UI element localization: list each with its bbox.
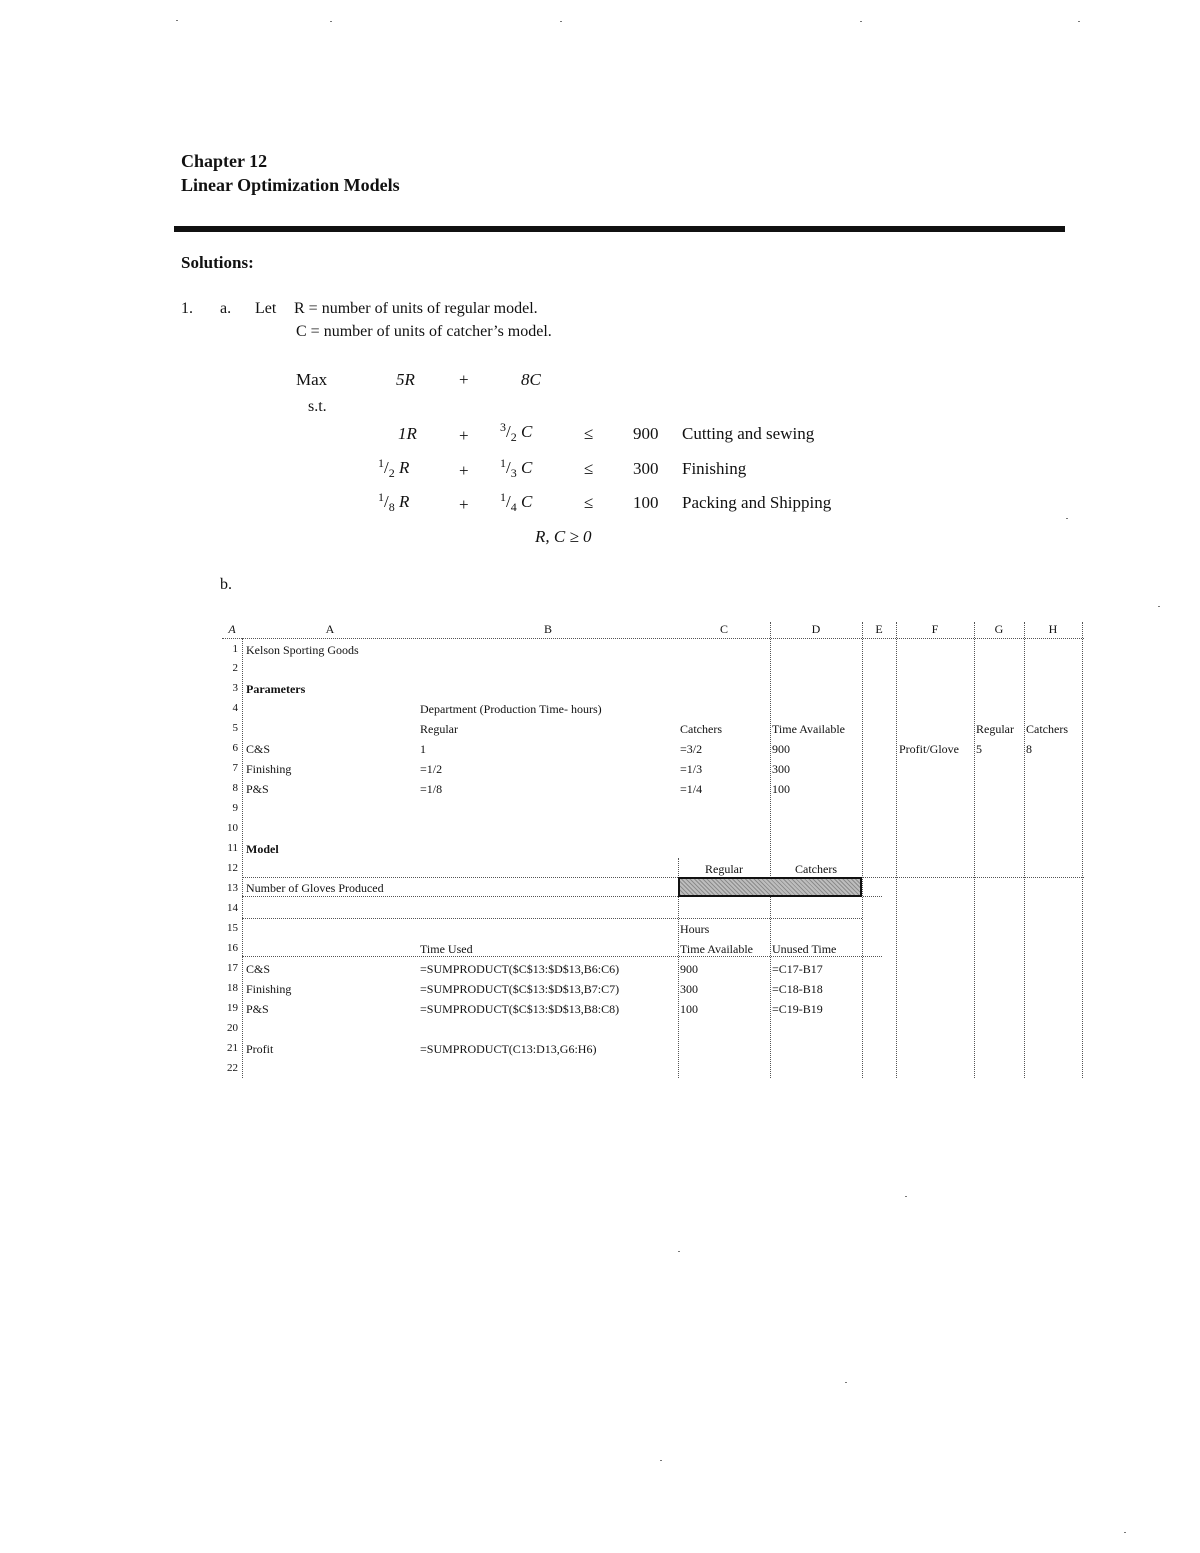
model-catchers-header[interactable]: Catchers bbox=[795, 862, 837, 876]
profit-catchers-header[interactable]: Catchers bbox=[1026, 722, 1068, 736]
constraint-2-operator: ≤ bbox=[584, 459, 594, 478]
part-b-label: b. bbox=[220, 576, 232, 593]
row-number: 14 bbox=[227, 902, 238, 914]
profit-catchers-cell[interactable]: 8 bbox=[1026, 742, 1032, 756]
param-catchers-cell[interactable]: =3/2 bbox=[680, 742, 703, 756]
row-number: 12 bbox=[227, 862, 238, 874]
constraint-3-rhs: 100 bbox=[633, 493, 659, 512]
decision-variable-cells[interactable] bbox=[678, 877, 862, 897]
row-number: 8 bbox=[232, 782, 238, 794]
col-f-divider bbox=[896, 622, 897, 1078]
chapter-title: Linear Optimization Models bbox=[181, 175, 400, 195]
time-used-formula[interactable]: =SUMPRODUCT($C$13:$D$13,B7:C7) bbox=[420, 982, 620, 996]
profit-regular-header[interactable]: Regular bbox=[976, 722, 1014, 736]
unused-time-header[interactable]: Unused Time bbox=[772, 942, 837, 956]
col-header-d: D bbox=[811, 622, 821, 636]
department-header[interactable]: Department (Production Time- hours) bbox=[420, 702, 602, 716]
header-rule-line bbox=[222, 638, 1084, 639]
row-13-top-line bbox=[242, 877, 1084, 878]
max-label: Max bbox=[296, 370, 328, 389]
constraint-3-operator: ≤ bbox=[584, 493, 594, 512]
constraint-1-r-term: 1R bbox=[398, 424, 417, 443]
regular-header[interactable]: Regular bbox=[420, 722, 458, 736]
param-row-label[interactable]: C&S bbox=[246, 742, 271, 756]
row-number: 2 bbox=[232, 662, 238, 674]
row-14-line bbox=[242, 918, 862, 919]
col-header-h: H bbox=[1048, 622, 1058, 636]
row-number: 11 bbox=[227, 842, 238, 854]
param-time-cell[interactable]: 100 bbox=[772, 782, 790, 796]
row-number: 9 bbox=[232, 802, 238, 814]
corner-cell: A bbox=[228, 622, 236, 636]
problem-number: 1. bbox=[181, 300, 193, 317]
constraint-1-plus: + bbox=[459, 426, 469, 445]
row-header-divider bbox=[242, 638, 243, 1078]
constraint-2-r-term: $^1/_2$ R bbox=[378, 456, 410, 480]
row-number: 20 bbox=[227, 1022, 238, 1034]
sheet-title[interactable]: Kelson Sporting Goods bbox=[246, 643, 359, 657]
constraint-2-c-term: $^1/_3$ C bbox=[500, 456, 533, 480]
scan-speck bbox=[860, 21, 862, 22]
constraint-2-rhs: 300 bbox=[633, 459, 659, 478]
chapter-number: Chapter 12 bbox=[181, 151, 268, 171]
profit-formula[interactable]: =SUMPRODUCT(C13:D13,G6:H6) bbox=[420, 1042, 597, 1056]
col-header-f: F bbox=[931, 622, 939, 636]
row-number: 10 bbox=[227, 822, 238, 834]
model-row-label[interactable]: C&S bbox=[246, 962, 271, 976]
time-available-cell[interactable]: 300 bbox=[680, 982, 698, 996]
time-used-header[interactable]: Time Used bbox=[420, 942, 473, 956]
col-header-c: C bbox=[719, 622, 728, 636]
definition-r: R = number of units of regular model. bbox=[294, 300, 538, 317]
col-d-divider bbox=[770, 622, 771, 1078]
profit-label[interactable]: Profit bbox=[246, 1042, 274, 1056]
subject-to-label: s.t. bbox=[308, 398, 327, 415]
part-a-label: a. bbox=[220, 300, 232, 317]
parameters-label[interactable]: Parameters bbox=[246, 682, 306, 696]
constraint-3-r-term: $^1/_8$ R bbox=[378, 490, 410, 514]
hours-label[interactable]: Hours bbox=[680, 922, 710, 936]
row-number: 13 bbox=[227, 882, 238, 894]
row-number: 1 bbox=[232, 643, 238, 655]
scan-speck bbox=[176, 20, 178, 21]
nonnegativity-constraint: R, C ≥ 0 bbox=[535, 527, 592, 546]
col-e-divider bbox=[862, 622, 863, 1078]
scan-speck bbox=[560, 21, 562, 22]
scan-speck bbox=[678, 1251, 680, 1252]
solutions-heading: Solutions: bbox=[181, 253, 254, 272]
objective-r-term: 5R bbox=[396, 370, 415, 389]
model-regular-header[interactable]: Regular bbox=[705, 862, 743, 876]
constraint-3-c-term: $^1/_4$ C bbox=[500, 490, 533, 514]
profit-glove-label[interactable]: Profit/Glove bbox=[899, 742, 959, 756]
scan-speck bbox=[845, 1382, 847, 1383]
param-regular-cell[interactable]: 1 bbox=[420, 742, 426, 756]
row-16-line bbox=[242, 956, 882, 957]
row-number: 15 bbox=[227, 922, 238, 934]
spreadsheet bbox=[222, 622, 1084, 1078]
row-number: 18 bbox=[227, 982, 238, 994]
row-number: 6 bbox=[232, 742, 238, 754]
scan-speck bbox=[1078, 21, 1080, 22]
param-row-label[interactable]: Finishing bbox=[246, 762, 292, 776]
constraint-1-operator: ≤ bbox=[584, 424, 594, 443]
col-h-divider bbox=[1024, 622, 1025, 1078]
objective-plus: + bbox=[459, 370, 469, 389]
param-regular-cell[interactable]: =1/8 bbox=[420, 782, 443, 796]
row-number: 16 bbox=[227, 942, 238, 954]
constraint-1-c-term: $^3/_2$ C bbox=[500, 420, 533, 444]
col-g-divider bbox=[974, 622, 975, 1078]
gloves-produced-label[interactable]: Number of Gloves Produced bbox=[246, 881, 384, 895]
row-number: 17 bbox=[227, 962, 238, 974]
constraint-3-name: Packing and Shipping bbox=[682, 493, 832, 512]
param-row-label[interactable]: P&S bbox=[246, 782, 269, 796]
scan-speck bbox=[1066, 518, 1068, 519]
let-word: Let bbox=[255, 300, 277, 317]
scan-speck bbox=[905, 1196, 907, 1197]
param-catchers-cell[interactable]: =1/4 bbox=[680, 782, 703, 796]
col-header-a: A bbox=[325, 622, 335, 636]
model-row-label[interactable]: Finishing bbox=[246, 982, 292, 996]
time-used-formula[interactable]: =SUMPRODUCT($C$13:$D$13,B8:C8) bbox=[420, 1002, 620, 1016]
catchers-header[interactable]: Catchers bbox=[680, 722, 722, 736]
row-number: 4 bbox=[232, 702, 238, 714]
unused-time-formula[interactable]: =C18-B18 bbox=[772, 982, 823, 996]
row-number: 7 bbox=[232, 762, 238, 774]
scan-speck bbox=[660, 1460, 662, 1461]
row-number: 21 bbox=[227, 1042, 238, 1054]
objective-c-term: 8C bbox=[521, 370, 541, 389]
model-row-label[interactable]: P&S bbox=[246, 1002, 269, 1016]
time-used-formula[interactable]: =SUMPRODUCT($C$13:$D$13,B6:C6) bbox=[420, 962, 620, 976]
constraint-2-plus: + bbox=[459, 461, 469, 480]
header-rule bbox=[174, 226, 1065, 232]
constraint-2-name: Finishing bbox=[682, 459, 747, 478]
profit-regular-cell[interactable]: 5 bbox=[976, 742, 982, 756]
param-catchers-cell[interactable]: =1/3 bbox=[680, 762, 703, 776]
param-time-cell[interactable]: 300 bbox=[772, 762, 790, 776]
param-regular-cell[interactable]: =1/2 bbox=[420, 762, 443, 776]
constraint-3-plus: + bbox=[459, 495, 469, 514]
constraint-1-name: Cutting and sewing bbox=[682, 424, 815, 443]
col-header-b: B bbox=[543, 622, 552, 636]
col-h-right-edge bbox=[1082, 622, 1083, 1078]
time-available-header[interactable]: Time Available bbox=[772, 722, 845, 736]
unused-time-formula[interactable]: =C17-B17 bbox=[772, 962, 823, 976]
time-available-cell[interactable]: 900 bbox=[680, 962, 698, 976]
scan-speck bbox=[1124, 1532, 1126, 1533]
param-time-cell[interactable]: 900 bbox=[772, 742, 790, 756]
row-number: 5 bbox=[232, 722, 238, 734]
row-number: 19 bbox=[227, 1002, 238, 1014]
scan-speck bbox=[330, 21, 332, 22]
time-available-header-2[interactable]: Time Available bbox=[680, 942, 753, 956]
scan-speck bbox=[1158, 606, 1160, 607]
constraint-1-rhs: 900 bbox=[633, 424, 659, 443]
col-header-e: E bbox=[875, 622, 883, 636]
unused-time-formula[interactable]: =C19-B19 bbox=[772, 1002, 823, 1016]
model-label[interactable]: Model bbox=[246, 842, 279, 856]
row-number: 3 bbox=[232, 682, 238, 694]
col-header-g: G bbox=[994, 622, 1004, 636]
row-number: 22 bbox=[227, 1062, 238, 1074]
time-available-cell[interactable]: 100 bbox=[680, 1002, 698, 1016]
definition-c: C = number of units of catcher’s model. bbox=[296, 323, 552, 340]
